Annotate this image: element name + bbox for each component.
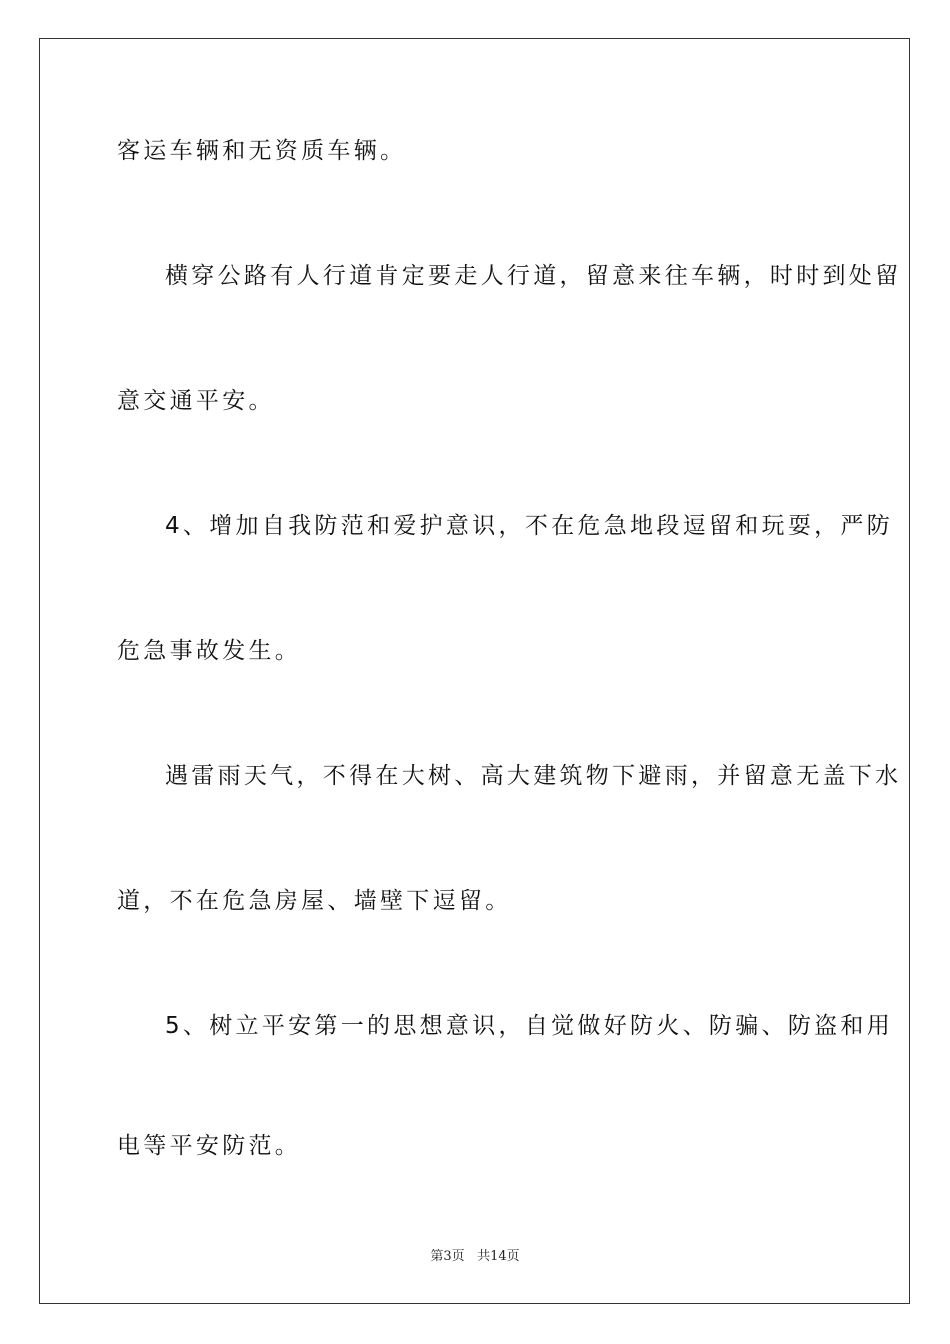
page-number: 第3页: [430, 1249, 465, 1264]
text-line-5: 危急事故发生。: [117, 638, 302, 664]
text-line-8: 5、树立平安第一的思想意识，自觉做好防火、防骗、防盗和用: [165, 1013, 894, 1039]
text-line-9: 电等平安防范。: [117, 1133, 302, 1159]
text-line-7: 道，不在危急房屋、墙壁下逗留。: [117, 888, 512, 914]
text-line-6: 遇雷雨天气，不得在大树、高大建筑物下避雨，并留意无盖下水: [165, 763, 902, 789]
page-total: 共14页: [477, 1249, 520, 1264]
text-line-4: 4、增加自我防范和爱护意识，不在危急地段逗留和玩耍，严防: [165, 513, 894, 539]
text-line-1: 客运车辆和无资质车辆。: [117, 138, 407, 164]
text-line-3: 意交通平安。: [117, 388, 275, 414]
page-border: [39, 38, 910, 1304]
text-line-2: 横穿公路有人行道肯定要走人行道，留意来往车辆，时时到处留: [165, 263, 902, 289]
page-footer: [0, 1248, 950, 1266]
